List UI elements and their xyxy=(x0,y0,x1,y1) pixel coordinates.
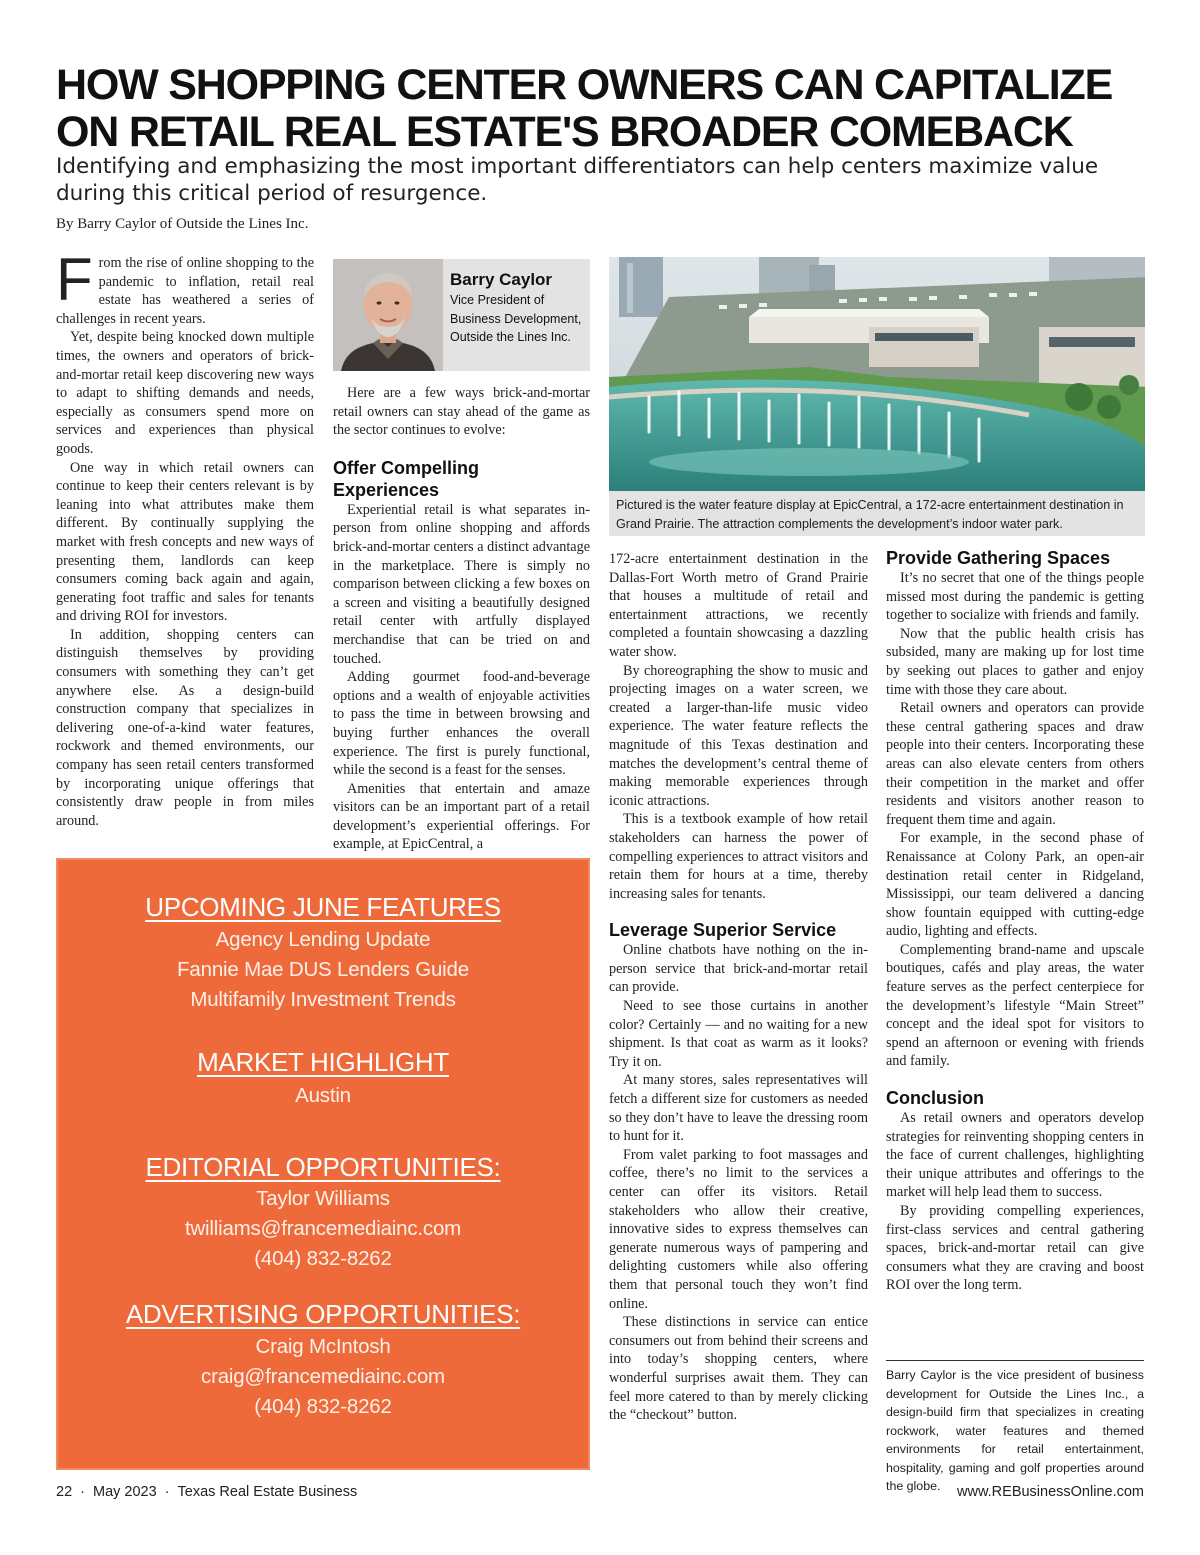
promo-heading-features: UPCOMING JUNE FEATURES xyxy=(145,892,501,922)
paragraph: These distinctions in service can entice consumers out from behind their screens and into today’s shopping centers, where wonderful surprises await them. They can feel more catered to than by merely clicking the “checkout” button. xyxy=(609,1314,868,1424)
paragraph-text: rom the rise of online shopping to the pandemic to inflation, retail real estate has weathered a series of challenges in recent years. xyxy=(56,255,314,327)
paragraph: Here are a few ways brick-and-mortar retail owners can stay ahead of the game as the sector continues to evolve: xyxy=(333,385,590,439)
drop-cap: F xyxy=(56,246,93,313)
section-heading: Leverage Superior Service xyxy=(609,920,837,941)
paragraph: Complementing brand-name and upscale boutiques, cafés and play areas, the water feature serves as the perfect centerpiece for the development’s lifestyle “Main Street” concept and the ideal spot for visitors to spend an afternoon or evening with friends and family. xyxy=(886,941,1144,1070)
paragraph: Online chatbots have nothing on the in-person service that brick-and-mortar retail can provide. xyxy=(609,942,868,996)
paragraph: By providing compelling experiences, first-class services and central gathering spaces, brick-and-mortar retail can give consumers what they are craving and boost ROI over the long term. xyxy=(886,1203,1144,1294)
footer-separator: · xyxy=(164,1484,170,1500)
bio-divider xyxy=(886,1360,1144,1361)
author-title-line-2: Business Development, xyxy=(450,311,582,326)
paragraph: At many stores, sales representatives will fetch a different size for customers as needed so they don’t have to leave the dressing room to hunt for it. xyxy=(609,1072,868,1145)
advertising-contact-name: Craig McIntosh xyxy=(255,1335,391,1358)
column-4 xyxy=(886,547,1144,1295)
paragraph: One way in which retail owners can continue to keep their centers relevant is by leaning into what attributes make them different. By continually supplying the market with fresh concepts and new ways of presenting them, landlords can keep consumers coming back again and again, generating foot traffic and sales for tenants and driving ROI for investors. xyxy=(56,459,314,625)
photo-figure xyxy=(609,257,1145,536)
paragraph: By choreographing the show to music and projecting images on a water screen, we created a larger-than-life music video experience. The water feature reflects the magnitude of this Texas destination and matches the development’s central theme of making memorable experiences through iconic attractions. xyxy=(609,662,868,809)
footer-separator: · xyxy=(80,1484,85,1500)
promo-heading-advertising: ADVERTISING OPPORTUNITIES: xyxy=(125,1299,521,1329)
section-heading: Provide Gathering Spaces xyxy=(886,548,1111,568)
author-title-line-1: Vice President of xyxy=(450,293,545,307)
author-title-line-3: Outside the Lines Inc. xyxy=(450,330,571,344)
promo-heading-editorial: EDITORIAL OPPORTUNITIES: xyxy=(145,1152,501,1182)
page-number: 22 xyxy=(56,1484,73,1500)
paragraph: Need to see those curtains in another color? Certainly — and no waiting for a new shipment. Is that coat as warm as it looks? Try it on. xyxy=(609,998,868,1070)
paragraph: 172-acre entertainment destination in the Dallas-Fort Worth metro of Grand Prairie that houses a multitude of retail and entertainment attractions, we recently completed a fountain showcasing a dazzling water show. xyxy=(609,551,868,660)
paragraph: From valet parking to foot massages and coffee, there’s no limit to the services a center can offer its visitors. Retail stakeholders who allow their creative, innovative sides to express themselves can generate numerous ways of pampering and delighting customers while also offering them that personal touch they won’t find online. xyxy=(609,1146,868,1312)
paragraph xyxy=(56,246,314,328)
advertising-contact-email[interactable]: craig@francemediainc.com xyxy=(201,1365,445,1388)
column-1 xyxy=(56,246,314,830)
author-info xyxy=(450,269,586,347)
epiccentral-photo xyxy=(609,257,1145,491)
editorial-contact-email[interactable]: twilliams@francemediainc.com xyxy=(184,1217,462,1240)
section-heading: Offer Compelling Experiences xyxy=(333,457,480,500)
headline xyxy=(56,62,1146,156)
paragraph: As retail owners and operators develop strategies for reinventing shopping centers in the face of current challenges, highlighting their unique attributes and offerings to the market will help lead them to success. xyxy=(886,1110,1144,1201)
paragraph: Now that the public health crisis has subsided, many are making up for lost time by seeking out places to gather and enjoy time with those they care about. xyxy=(886,625,1144,698)
promo-feature-item: Agency Lending Update xyxy=(215,928,431,951)
editorial-contact-name: Taylor Williams xyxy=(256,1187,390,1210)
author-bio: Barry Caylor is the vice president of business development for Outside the Lines Inc., a design-build firm that specializes in creating rockwork, water features and themed environments for retail entertainment, hospitality, gaming and golf properties around the globe. xyxy=(886,1368,1144,1493)
column-3 xyxy=(609,550,868,1425)
promo-feature-item: Multifamily Investment Trends xyxy=(190,988,456,1011)
column-2 xyxy=(333,384,590,854)
headline-line-1: HOW SHOPPING CENTER OWNERS CAN CAPITALIZE xyxy=(56,61,1113,109)
author-headshot xyxy=(333,259,443,371)
promo-market-city: Austin xyxy=(295,1084,351,1107)
promo-box xyxy=(56,858,590,1470)
author-box xyxy=(333,259,590,371)
headline-line-2: ON RETAIL REAL ESTATE'S BROADER COMEBACK xyxy=(56,108,1073,156)
footer-website[interactable]: www.REBusinessOnline.com xyxy=(957,1484,1144,1500)
photo-caption: Pictured is the water feature display at EpicCentral, a 172-acre entertainment destination in Grand Prairie. The attraction complements the development’s indoor water park. xyxy=(616,498,1124,531)
advertising-contact-phone: (404) 832-8262 xyxy=(254,1395,392,1418)
paragraph: This is a textbook example of how retail stakeholders can harness the power of compelling experiences to attract visitors and retain them for hours at a time, thereby increasing sales for tenants. xyxy=(609,811,868,902)
editorial-contact-phone: (404) 832-8262 xyxy=(254,1247,392,1270)
section-heading: Conclusion xyxy=(886,1088,984,1109)
footer-left xyxy=(56,1484,357,1500)
paragraph: Amenities that entertain and amaze visitors can be an important part of a retail development’s experiential offerings. For example, at EpicCentral, a xyxy=(333,780,590,853)
paragraph: Adding gourmet food-and-beverage options and a wealth of enjoyable activities to pass the time in between browsing and buying further enhances the overall experience. The first is purely functional, while the second is a feast for the senses. xyxy=(333,669,590,779)
paragraph: For example, in the second phase of Renaissance at Colony Park, an open-air destination retail center in Ridgeland, Mississippi, our team delivered a dancing show fountain equipped with cutting-edge audio, lighting and effects. xyxy=(886,830,1144,940)
paragraph: It’s no secret that one of the things people missed most during the pandemic is getting together to socialize with friends and family. xyxy=(886,570,1144,624)
byline: By Barry Caylor of Outside the Lines Inc. xyxy=(56,216,309,232)
publication-name: Texas Real Estate Business xyxy=(177,1484,358,1500)
promo-feature-item: Fannie Mae DUS Lenders Guide xyxy=(177,958,469,981)
paragraph: Experiential retail is what separates in-person from online shopping and affords brick-and-mortar centers a distinct advantage in the marketplace. There is simply no comparison between clicking a few boxes on a screen and visiting a beautifully designed retail center with artfully displayed merchandise that can be tried on and touched. xyxy=(333,501,590,667)
paragraph: Retail owners and operators can provide these central gathering spaces and draw people into their centers. Incorporating these areas can also elevate centers from others their competition in the market and offer residents and visitors another reason to frequent them time and again. xyxy=(886,700,1144,828)
deck-subtitle: Identifying and emphasizing the most important differentiators can help centers maximize value during this critical period of resurgence. xyxy=(56,154,1099,206)
paragraph: Yet, despite being knocked down multiple times, the owners and operators of brick-and-mortar retail keep discovering new ways to adapt to shifting demands and needs, especially as consumers spend more on services and experiences than physical goods. xyxy=(56,329,314,457)
paragraph: In addition, shopping centers can distinguish themselves by providing consumers with something they can’t get anywhere else. As a design-build construction company that specializes in delivering one-of-a-kind water features, rockwork and themed environments, our company has seen retail centers transformed by incorporating unique offerings that consistently draw people in from miles around. xyxy=(56,626,314,829)
author-name: Barry Caylor xyxy=(450,270,553,289)
promo-heading-market: MARKET HIGHLIGHT xyxy=(197,1047,449,1077)
issue-date: May 2023 xyxy=(92,1484,157,1500)
